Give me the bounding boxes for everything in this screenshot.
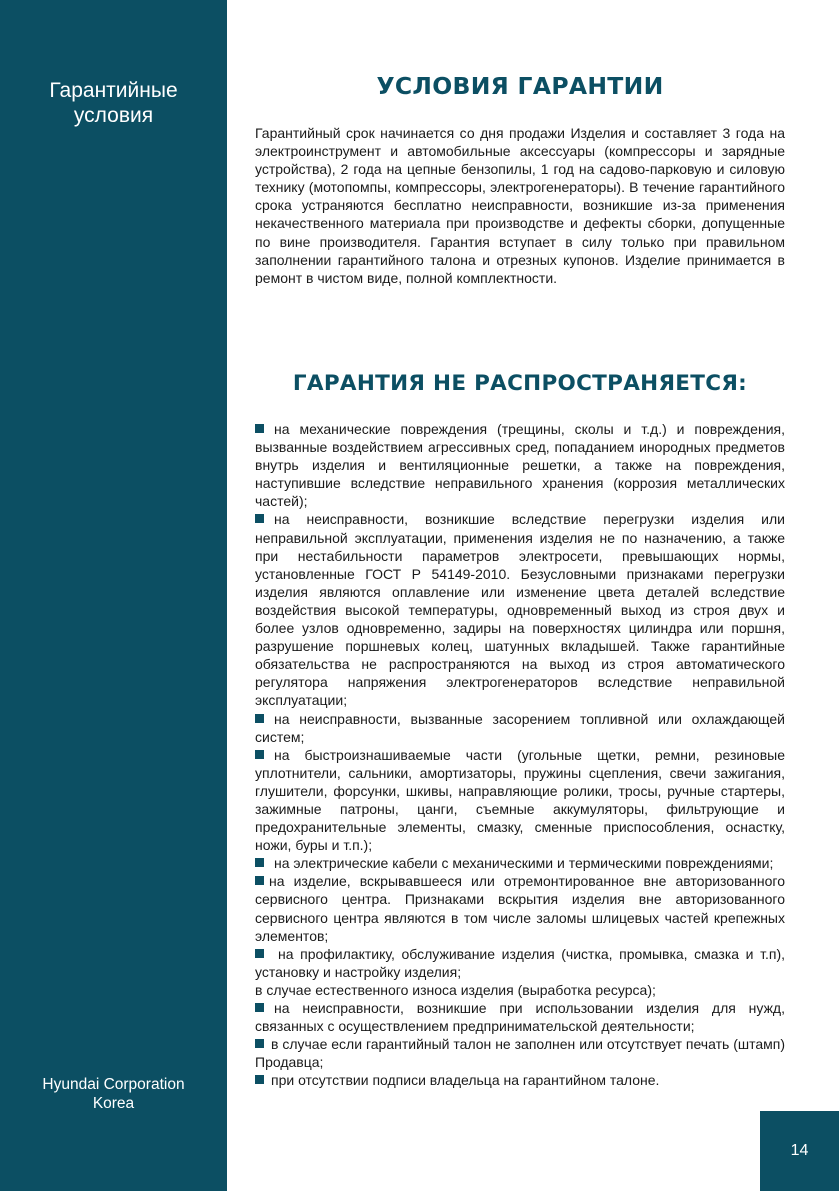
square-bullet-icon (255, 424, 264, 433)
list-item: при отсутствии подписи владельца на гарантийном талоне. (255, 1071, 785, 1089)
square-bullet-icon (255, 949, 264, 958)
square-bullet-icon (255, 750, 264, 759)
sidebar (0, 0, 227, 1191)
square-bullet-icon (255, 1075, 264, 1084)
warranty-paragraph: Гарантийный срок начинается со дня продажи Изделия и составляет 3 года на электроинструмент и автомобильные аксессуары (компрессоры и зарядные устройства), 2 года на цепные бензопилы, 1 год на садово-парковую и силовую технику (мотопомпы, компрессоры, электрогенераторы). В течение гарантийного срока устраняются бесплатно неисправности, возникшие из-за применения некачественного материала при производстве и дефекты сборки, допущенные по вине производителя. Гарантия вступает в силу только при правильном заполнении гарантийного талона и отрезных купонов. Изделие принимается в ремонт в чистом виде, полной комплектности. (255, 125, 785, 286)
list-item: в случае если гарантийный талон не заполнен или отсутствует печать (штамп) Продавца; (255, 1036, 785, 1071)
section-title-line-1: Гарантийные (49, 79, 178, 102)
square-bullet-icon (255, 1039, 264, 1048)
square-bullet-icon (255, 1003, 264, 1012)
section-title-line-2: условия (73, 104, 154, 127)
square-bullet-icon (255, 714, 264, 723)
list-item: на быстроизнашиваемые части (угольные щетки, ремни, резиновые уплотнители, сальники, амортизаторы, пружины сцепления, свечи зажигания, глушители, форсунки, шкивы, направляющие ролики, тросы, ручные стартеры, зажимные патроны, цанги, съемные аккумуляторы, фильтрующие и предохранительные элементы, смазку, сменные приспособления, оснастку, ножи, буры и т.п.); (255, 746, 785, 854)
company-country: Korea (92, 1095, 135, 1112)
exclusions-list (255, 420, 785, 1089)
square-bullet-icon (255, 514, 264, 523)
square-bullet-icon (255, 858, 264, 867)
company-footer (0, 1075, 227, 1113)
section-title (0, 78, 227, 128)
list-item: на неисправности, вызванные засорением топливной или охлаждающей систем; (255, 710, 785, 745)
list-item: в случае естественного износа изделия (выработка ресурса); (255, 981, 656, 998)
heading-warranty-exclusions: ГАРАНТИЯ НЕ РАСПРОСТРАНЯЕТСЯ: (292, 371, 748, 396)
list-item: на механические повреждения (трещины, сколы и т.д.) и повреждения, вызванные воздействием агрессивных сред, попаданием инородных предметов внутрь изделия и вентиляционные решетки, а также на повреждения, наступившие вследствие неправильного хранения (коррозия металлических частей); (255, 421, 785, 510)
list-item: на электрические кабели с механическими и термическими повреждениями; (255, 854, 785, 872)
company-name: Hyundai Corporation (42, 1076, 185, 1093)
list-item: на профилактику, обслуживание изделия (чистка, промывка, смазка и т.п), установку и настройку изделия; (255, 945, 785, 980)
list-item: на изделие, вскрывавшееся или отремонтированное вне авторизованного сервисного центра. Признаками вскрытия изделия вне авторизованного сервисного центра являются в том числе заломы шлицевых частей крепежных элементов; (255, 873, 785, 944)
list-item: на неисправности, возникшие при использовании изделия для нужд, связанных с осуществлением предпринимательской деятельности; (255, 1000, 785, 1035)
square-bullet-icon (255, 876, 264, 885)
page-number: 14 (760, 1111, 839, 1191)
list-item: на неисправности, возникшие вследствие перегрузки изделия или неправильной эксплуатации, применения изделия не по назначению, а также при нестабильности параметров электросети, превышающих нормы, установленные ГОСТ Р 54149-2010. Безусловными признаками перегрузки изделия являются оплавление или изменение цвета деталей вследствие воздействия высокой температуры, одновременный выход из строя двух и более узлов одновременно, задиры на поверхностях цилиндра или поршня, разрушение поршневых колец, шатунных вкладышей. Также гарантийные обязательства не распространяются на выход из строя автоматического регулятора напряжения электрогенераторов вследствие неправильной эксплуатации; (255, 511, 785, 709)
heading-warranty-conditions: УСЛОВИЯ ГАРАНТИИ (376, 72, 664, 100)
